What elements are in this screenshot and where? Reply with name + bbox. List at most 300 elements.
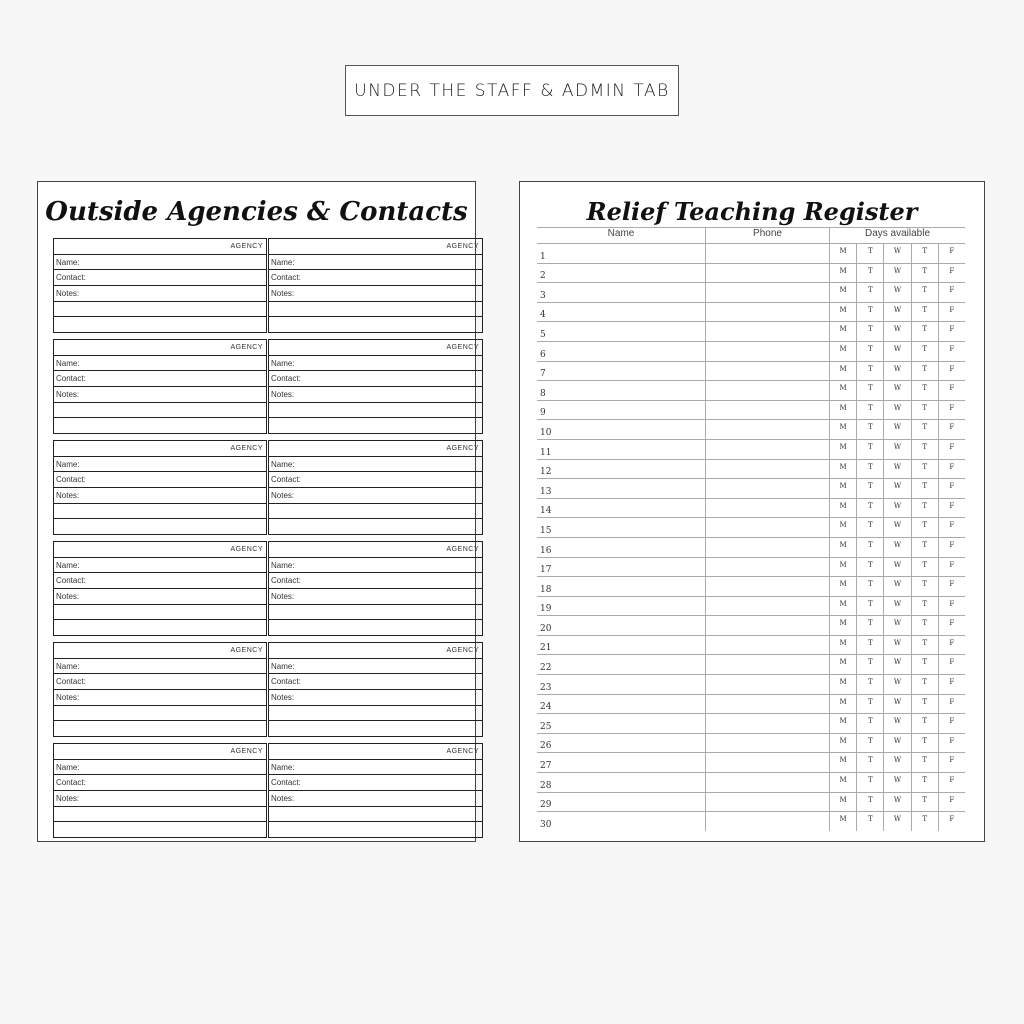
notes-field: Notes:	[54, 387, 266, 403]
register-row	[537, 302, 965, 322]
day-cell: T	[911, 440, 938, 459]
day-cell: M	[829, 538, 856, 557]
day-cell: M	[829, 460, 856, 479]
day-cell: W	[883, 322, 910, 341]
agency-field: AGENCY	[54, 340, 266, 356]
phone-cell	[705, 714, 829, 733]
name-field: Name:	[54, 760, 266, 776]
row-number: 6	[540, 349, 546, 360]
row-number: 9	[540, 408, 546, 419]
day-cell: T	[911, 734, 938, 753]
day-cell: W	[883, 616, 910, 635]
notes-line	[269, 317, 482, 332]
day-cell: M	[829, 322, 856, 341]
day-cell: T	[856, 753, 883, 772]
contact-field: Contact:	[54, 674, 266, 690]
day-cell: T	[911, 499, 938, 518]
day-cell: M	[829, 675, 856, 694]
day-cell: M	[829, 342, 856, 361]
row-number: 22	[540, 663, 552, 674]
day-cell: T	[911, 793, 938, 812]
notes-line	[269, 822, 482, 837]
notes-line	[54, 519, 266, 534]
notes-line	[54, 418, 266, 433]
register-row	[537, 263, 965, 283]
day-cell: F	[938, 440, 965, 459]
agencies-contacts-page	[37, 181, 479, 842]
day-cell: T	[856, 381, 883, 400]
agency-field: AGENCY	[54, 239, 266, 255]
notes-field: Notes:	[54, 286, 266, 302]
register-row	[537, 478, 965, 498]
day-cell: W	[883, 577, 910, 596]
day-cell: M	[829, 616, 856, 635]
day-cell: F	[938, 675, 965, 694]
name-field: Name:	[269, 760, 482, 776]
row-number: 18	[540, 584, 552, 595]
day-cell: T	[911, 773, 938, 792]
register-row	[537, 811, 965, 831]
day-cell: F	[938, 636, 965, 655]
phone-cell	[705, 283, 829, 302]
day-cell: T	[911, 655, 938, 674]
day-cell: W	[883, 793, 910, 812]
row-number: 12	[540, 467, 552, 478]
row-number: 13	[540, 486, 552, 497]
name-field: Name:	[54, 356, 266, 372]
day-cell: W	[883, 558, 910, 577]
row-number: 8	[540, 388, 546, 399]
phone-cell	[705, 381, 829, 400]
day-cell: T	[911, 518, 938, 537]
day-cell: T	[856, 616, 883, 635]
phone-cell	[705, 264, 829, 283]
day-cell: T	[856, 303, 883, 322]
name-field: Name:	[269, 356, 482, 372]
phone-cell	[705, 499, 829, 518]
register-row	[537, 321, 965, 341]
contact-field: Contact:	[54, 472, 266, 488]
notes-line	[269, 605, 482, 621]
register-row	[537, 517, 965, 537]
agency-card	[268, 541, 483, 636]
day-cell: W	[883, 420, 910, 439]
contact-field: Contact:	[54, 371, 266, 387]
day-cell: W	[883, 518, 910, 537]
day-cell: W	[883, 714, 910, 733]
day-cell: M	[829, 362, 856, 381]
register-row	[537, 674, 965, 694]
agency-card	[268, 642, 483, 737]
phone-cell	[705, 655, 829, 674]
name-field: Name:	[269, 457, 482, 473]
day-cell: T	[856, 244, 883, 263]
phone-cell	[705, 636, 829, 655]
day-cell: T	[911, 636, 938, 655]
phone-cell	[705, 244, 829, 263]
day-cell: T	[911, 812, 938, 831]
day-cell: W	[883, 440, 910, 459]
day-cell: F	[938, 518, 965, 537]
day-cell: M	[829, 440, 856, 459]
agency-field: AGENCY	[269, 340, 482, 356]
contact-field: Contact:	[269, 371, 482, 387]
day-cell: W	[883, 655, 910, 674]
day-cell: F	[938, 244, 965, 263]
day-cell: M	[829, 499, 856, 518]
day-cell: W	[883, 753, 910, 772]
day-cell: W	[883, 244, 910, 263]
day-cell: F	[938, 283, 965, 302]
row-number: 30	[540, 819, 552, 830]
day-cell: F	[938, 558, 965, 577]
row-number: 5	[540, 329, 546, 340]
day-cell: W	[883, 362, 910, 381]
notes-field: Notes:	[269, 488, 482, 504]
notes-line	[54, 822, 266, 837]
notes-line	[269, 721, 482, 736]
notes-line	[269, 403, 482, 419]
day-cell: F	[938, 381, 965, 400]
day-cell: F	[938, 460, 965, 479]
agency-field: AGENCY	[269, 744, 482, 760]
day-cell: T	[911, 695, 938, 714]
day-cell: M	[829, 655, 856, 674]
day-cell: T	[856, 597, 883, 616]
day-cell: T	[911, 401, 938, 420]
day-cell: M	[829, 695, 856, 714]
phone-cell	[705, 812, 829, 831]
notes-line	[54, 807, 266, 823]
day-cell: T	[856, 440, 883, 459]
day-cell: T	[856, 812, 883, 831]
notes-line	[54, 706, 266, 722]
contact-field: Contact:	[54, 775, 266, 791]
contact-field: Contact:	[54, 270, 266, 286]
agency-field: AGENCY	[54, 744, 266, 760]
day-cell: M	[829, 714, 856, 733]
name-field: Name:	[54, 255, 266, 271]
day-cell: M	[829, 244, 856, 263]
register-row	[537, 537, 965, 557]
day-cell: T	[856, 283, 883, 302]
day-cell: F	[938, 499, 965, 518]
notes-line	[269, 504, 482, 520]
agency-card-grid	[53, 238, 483, 838]
phone-cell	[705, 773, 829, 792]
agency-card	[53, 339, 267, 434]
day-cell: F	[938, 597, 965, 616]
day-cell: F	[938, 753, 965, 772]
register-row	[537, 400, 965, 420]
agency-card	[53, 642, 267, 737]
row-number: 3	[540, 290, 546, 301]
day-cell: F	[938, 812, 965, 831]
phone-cell	[705, 538, 829, 557]
day-cell: M	[829, 793, 856, 812]
contact-field: Contact:	[54, 573, 266, 589]
agency-field: AGENCY	[54, 441, 266, 457]
phone-cell	[705, 695, 829, 714]
day-cell: W	[883, 695, 910, 714]
row-number: 7	[540, 369, 546, 380]
notes-line	[269, 519, 482, 534]
day-cell: T	[856, 793, 883, 812]
day-cell: M	[829, 283, 856, 302]
notes-line	[54, 317, 266, 332]
day-cell: W	[883, 264, 910, 283]
contact-field: Contact:	[269, 573, 482, 589]
day-cell: W	[883, 460, 910, 479]
row-number: 14	[540, 506, 552, 517]
row-number: 1	[540, 251, 546, 262]
row-number: 25	[540, 721, 552, 732]
name-column-header: Name	[607, 228, 635, 239]
day-cell: W	[883, 636, 910, 655]
agency-card	[268, 339, 483, 434]
day-cell: F	[938, 538, 965, 557]
phone-cell	[705, 440, 829, 459]
day-cell: T	[911, 283, 938, 302]
day-cell: T	[856, 734, 883, 753]
day-cell: W	[883, 283, 910, 302]
day-cell: T	[911, 322, 938, 341]
day-cell: W	[883, 597, 910, 616]
row-number: 21	[540, 643, 552, 654]
row-number: 2	[540, 271, 546, 282]
day-cell: T	[911, 264, 938, 283]
register-row	[537, 380, 965, 400]
row-number: 15	[540, 525, 552, 536]
agency-card	[268, 440, 483, 535]
notes-field: Notes:	[54, 589, 266, 605]
day-cell: F	[938, 773, 965, 792]
day-cell: T	[856, 714, 883, 733]
day-cell: M	[829, 401, 856, 420]
agency-field: AGENCY	[269, 441, 482, 457]
notes-line	[269, 302, 482, 318]
day-cell: F	[938, 577, 965, 596]
notes-line	[269, 418, 482, 433]
register-row	[537, 419, 965, 439]
row-number: 20	[540, 623, 552, 634]
day-cell: T	[911, 597, 938, 616]
notes-line	[54, 721, 266, 736]
register-row	[537, 596, 965, 616]
agency-field: AGENCY	[269, 542, 482, 558]
day-cell: W	[883, 342, 910, 361]
day-cell: M	[829, 518, 856, 537]
section-banner	[345, 65, 679, 116]
day-cell: M	[829, 773, 856, 792]
day-cell: T	[911, 558, 938, 577]
register-row	[537, 557, 965, 577]
notes-field: Notes:	[269, 791, 482, 807]
day-cell: F	[938, 616, 965, 635]
day-cell: T	[911, 675, 938, 694]
row-number: 10	[540, 427, 552, 438]
register-row	[537, 654, 965, 674]
register-row	[537, 243, 965, 263]
register-row	[537, 772, 965, 792]
notes-line	[54, 504, 266, 520]
day-cell: W	[883, 773, 910, 792]
day-cell: T	[911, 753, 938, 772]
phone-cell	[705, 401, 829, 420]
day-cell: T	[856, 322, 883, 341]
day-cell: T	[856, 342, 883, 361]
register-row	[537, 733, 965, 753]
phone-cell	[705, 558, 829, 577]
contact-field: Contact:	[269, 270, 482, 286]
name-field: Name:	[54, 558, 266, 574]
day-cell: T	[856, 518, 883, 537]
agency-card	[53, 743, 267, 838]
register-row	[537, 635, 965, 655]
banner-text: UNDER THE STAFF & ADMIN TAB	[354, 80, 670, 101]
row-number: 26	[540, 741, 552, 752]
agency-field: AGENCY	[54, 643, 266, 659]
day-cell: T	[856, 695, 883, 714]
notes-field: Notes:	[269, 589, 482, 605]
notes-line	[54, 403, 266, 419]
contact-field: Contact:	[269, 775, 482, 791]
register-row	[537, 361, 965, 381]
day-cell: W	[883, 675, 910, 694]
day-cell: M	[829, 303, 856, 322]
register-row	[537, 792, 965, 812]
phone-column-header: Phone	[705, 228, 829, 243]
agency-card	[268, 743, 483, 838]
day-cell: F	[938, 303, 965, 322]
phone-cell	[705, 303, 829, 322]
register-row	[537, 282, 965, 302]
day-cell: T	[856, 773, 883, 792]
day-cell: T	[856, 577, 883, 596]
name-field: Name:	[54, 659, 266, 675]
day-cell: T	[911, 577, 938, 596]
notes-field: Notes:	[54, 791, 266, 807]
day-cell: M	[829, 577, 856, 596]
day-cell: T	[856, 675, 883, 694]
day-cell: W	[883, 812, 910, 831]
day-cell: M	[829, 753, 856, 772]
day-cell: F	[938, 342, 965, 361]
notes-field: Notes:	[269, 286, 482, 302]
day-cell: T	[856, 636, 883, 655]
day-cell: T	[911, 244, 938, 263]
notes-field: Notes:	[269, 387, 482, 403]
phone-cell	[705, 577, 829, 596]
phone-cell	[705, 460, 829, 479]
register-row	[537, 459, 965, 479]
row-number: 19	[540, 604, 552, 615]
day-cell: M	[829, 420, 856, 439]
day-cell: T	[856, 655, 883, 674]
contact-field: Contact:	[269, 674, 482, 690]
phone-cell	[705, 518, 829, 537]
day-cell: T	[856, 479, 883, 498]
row-number: 27	[540, 761, 552, 772]
agency-card	[268, 238, 483, 333]
row-number: 16	[540, 545, 552, 556]
notes-field: Notes:	[54, 690, 266, 706]
agency-card	[53, 440, 267, 535]
row-number: 4	[540, 310, 546, 321]
day-cell: F	[938, 734, 965, 753]
phone-cell	[705, 479, 829, 498]
name-field: Name:	[54, 457, 266, 473]
day-cell: T	[911, 538, 938, 557]
day-cell: T	[911, 479, 938, 498]
contact-field: Contact:	[269, 472, 482, 488]
agency-card	[53, 541, 267, 636]
day-cell: F	[938, 401, 965, 420]
register-rows	[537, 243, 965, 831]
agency-card	[53, 238, 267, 333]
phone-cell	[705, 420, 829, 439]
name-field: Name:	[269, 659, 482, 675]
row-number: 11	[540, 447, 552, 458]
register-row	[537, 576, 965, 596]
day-cell: F	[938, 793, 965, 812]
day-cell: T	[911, 362, 938, 381]
row-number: 24	[540, 702, 552, 713]
relief-register-page	[519, 181, 985, 842]
day-cell: T	[911, 714, 938, 733]
row-number: 17	[540, 565, 552, 576]
notes-line	[269, 706, 482, 722]
day-cell: M	[829, 381, 856, 400]
register-row	[537, 615, 965, 635]
day-cell: M	[829, 812, 856, 831]
day-cell: T	[911, 420, 938, 439]
day-cell: T	[856, 558, 883, 577]
day-cell: F	[938, 695, 965, 714]
day-cell: W	[883, 303, 910, 322]
day-cell: W	[883, 538, 910, 557]
days-column-header: Days available	[829, 228, 965, 243]
row-number: 23	[540, 682, 552, 693]
notes-field: Notes:	[54, 488, 266, 504]
notes-line	[54, 620, 266, 635]
day-cell: T	[911, 342, 938, 361]
day-cell: T	[911, 381, 938, 400]
notes-line	[54, 302, 266, 318]
day-cell: F	[938, 322, 965, 341]
register-row	[537, 341, 965, 361]
row-number: 29	[540, 800, 552, 811]
day-cell: T	[856, 499, 883, 518]
day-cell: T	[856, 264, 883, 283]
day-cell: W	[883, 499, 910, 518]
day-cell: M	[829, 597, 856, 616]
register-row	[537, 713, 965, 733]
page-title: Outside Agencies & Contacts	[45, 197, 468, 227]
day-cell: T	[911, 460, 938, 479]
day-cell: M	[829, 264, 856, 283]
day-cell: M	[829, 734, 856, 753]
day-cell: F	[938, 362, 965, 381]
day-cell: W	[883, 401, 910, 420]
notes-field: Notes:	[269, 690, 482, 706]
phone-cell	[705, 322, 829, 341]
day-cell: W	[883, 479, 910, 498]
day-cell: T	[856, 460, 883, 479]
notes-line	[269, 620, 482, 635]
day-cell: M	[829, 636, 856, 655]
phone-cell	[705, 342, 829, 361]
